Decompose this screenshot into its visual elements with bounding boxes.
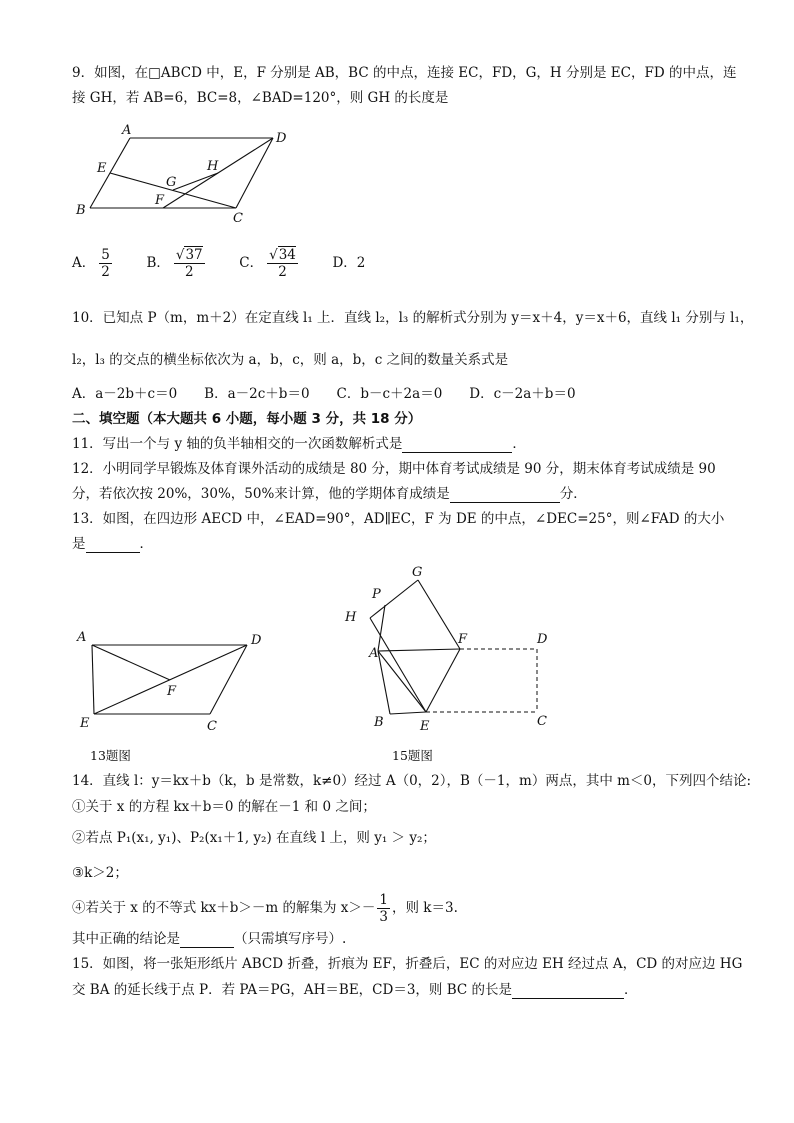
q10-line2: l₂，l₃ 的交点的横坐标依次为 a，b，c，则 a，b，c 之间的数量关系式是 — [72, 352, 509, 368]
q13-line1: 13．如图，在四边形 AECD 中，∠EAD=90°，AD∥EC，F 为 DE 的中点，∠DEC=25°，则∠FAD 的大小 — [72, 511, 725, 527]
q9-option-a-frac — [99, 247, 112, 280]
q14-fraction-num: 1 — [379, 892, 389, 908]
q14-statement-3: ③k＞2； — [72, 865, 128, 881]
q9-label-H: H — [207, 159, 219, 174]
q13-label-A: A — [77, 630, 87, 645]
q9-label-F: F — [155, 193, 165, 208]
q14-statement-4 — [72, 890, 458, 926]
q14-fraction-den: 3 — [379, 909, 389, 925]
q15-label-D: D — [537, 632, 548, 647]
q11-end: ． — [512, 436, 526, 452]
q12-end: 分． — [559, 486, 587, 502]
q9-label-B: B — [76, 203, 86, 218]
q9-label-G: G — [166, 175, 177, 190]
q13-label-E: E — [80, 716, 90, 731]
q13-end: ． — [139, 536, 153, 552]
q10-line1: 10．已知点 P（m，m＋2）在定直线 l₁ 上．直线 l₂，l₃ 的解析式分别为 y＝x＋4，y＝x＋6，直线 l₁ 分别与 l₁， — [72, 310, 754, 326]
q12-text: 分，若依次按 20%，30%，50%来计算，他的学期体育成绩是 — [72, 486, 450, 502]
q9-line2: 接 GH，若 AB=6，BC=8，∠BAD=120°，则 GH 的长度是 — [72, 90, 449, 106]
q12-line1: 12．小明同学早锻炼及体育课外活动的成绩是 80 分，期中体育考试成绩是 90 分，期末体育考试成绩是 90 — [72, 461, 716, 477]
q14-answer-blank[interactable] — [180, 933, 234, 948]
q14-statement-2: ②若点 P₁(x₁, y₁)、P₂(x₁＋1, y₂) 在直线 l 上，则 y₁ ＞ y₂； — [72, 830, 436, 846]
q9-label-C: C — [233, 211, 243, 226]
q15-label-B: B — [374, 715, 384, 730]
q14-statement-4-b: ，则 k＝3. — [392, 900, 458, 916]
q15-caption: 15题图 — [392, 748, 433, 763]
q9-option-b-prefix: B． — [146, 255, 170, 271]
q13-figure — [72, 624, 272, 769]
q15-label-F: F — [458, 632, 468, 647]
q13-label-C: C — [207, 719, 217, 734]
q9-figure — [70, 118, 300, 228]
q9-option-c-num: 34 — [278, 247, 296, 263]
q13-answer-blank[interactable] — [86, 538, 140, 553]
q12-line2 — [72, 485, 587, 503]
q9-label-E: E — [97, 161, 107, 176]
q10-options: A．a－2b＋c＝0 B．a－2c＋b＝0 C．b－c＋2a＝0 D．c－2a＋b＝0 — [72, 386, 576, 402]
q15-line2 — [72, 981, 638, 999]
q9-option-b-num: 37 — [185, 247, 203, 263]
q13-line2 — [72, 535, 153, 553]
q14-statement-4-a: ④若关于 x 的不等式 kx＋b＞－m 的解集为 x＞－ — [72, 900, 376, 916]
q11-text: 11．写出一个与 y 轴的负半轴相交的一次函数解析式是 — [72, 436, 403, 452]
q9-label-A: A — [122, 123, 132, 138]
q9-option-a-prefix: A． — [72, 255, 96, 271]
q15-label-G: G — [412, 565, 423, 580]
q15-label-A: A — [369, 646, 379, 661]
q15-label-E: E — [420, 719, 430, 734]
q9-options — [72, 246, 365, 280]
q13-label-F: F — [167, 684, 177, 699]
q9-option-c-prefix: C． — [239, 255, 264, 271]
q15-figure — [340, 560, 560, 770]
q9-option-d: D．2 — [332, 255, 366, 271]
q14-ask — [72, 930, 346, 948]
q9-line1: 9．如图，在□ABCD 中，E，F 分别是 AB，BC 的中点，连接 EC，FD，G，H 分别是 EC，FD 的中点，连 — [72, 65, 737, 81]
q9-option-b-frac: $\frac{√37}{2}$ — [175, 247, 203, 280]
q15-text: 交 BA 的延长线于点 P．若 PA＝PG，AH＝BE，CD＝3，则 BC 的长是 — [72, 982, 513, 998]
q9-label-D: D — [276, 131, 287, 146]
q14-statement-1: ①关于 x 的方程 kx＋b＝0 的解在－1 和 0 之间； — [72, 799, 376, 815]
q9-option-c-den: 2 — [278, 264, 287, 280]
q13-caption: 13题图 — [90, 748, 131, 763]
q15-label-C: C — [537, 714, 547, 729]
q14-fraction — [377, 892, 390, 925]
q14-ask-end: （只需填写序号）. — [234, 931, 347, 947]
q14-line1: 14．直线 l：y＝kx＋b（k，b 是常数，k≠0）经过 A（0，2），B（－1，m）两点，其中 m＜0，下列四个结论: — [72, 773, 752, 789]
q9-option-c-frac: $\frac{√34}{2}$ — [269, 247, 296, 280]
q9-option-a-den: 2 — [101, 264, 110, 280]
q11-line — [72, 435, 526, 453]
q15-line1: 15．如图，将一张矩形纸片 ABCD 折叠，折痕为 EF，折叠后，EC 的对应边 EH 经过点 A，CD 的对应边 HG — [72, 956, 743, 972]
q15-end: ． — [624, 982, 638, 998]
q11-answer-blank[interactable] — [402, 438, 512, 453]
q13-text: 是 — [72, 536, 86, 552]
q13-label-D: D — [251, 633, 262, 648]
q14-ask-text: 其中正确的结论是 — [72, 931, 180, 947]
q15-label-P: P — [372, 587, 381, 602]
q15-answer-blank[interactable] — [512, 984, 624, 999]
section-2-heading: 二、填空题（本大题共 6 小题，每小题 3 分，共 18 分） — [72, 411, 422, 427]
q9-option-b-den: 2 — [184, 264, 194, 280]
q15-label-H: H — [345, 610, 357, 625]
q9-option-a-num: 5 — [101, 247, 110, 263]
q12-answer-blank[interactable] — [450, 488, 560, 503]
